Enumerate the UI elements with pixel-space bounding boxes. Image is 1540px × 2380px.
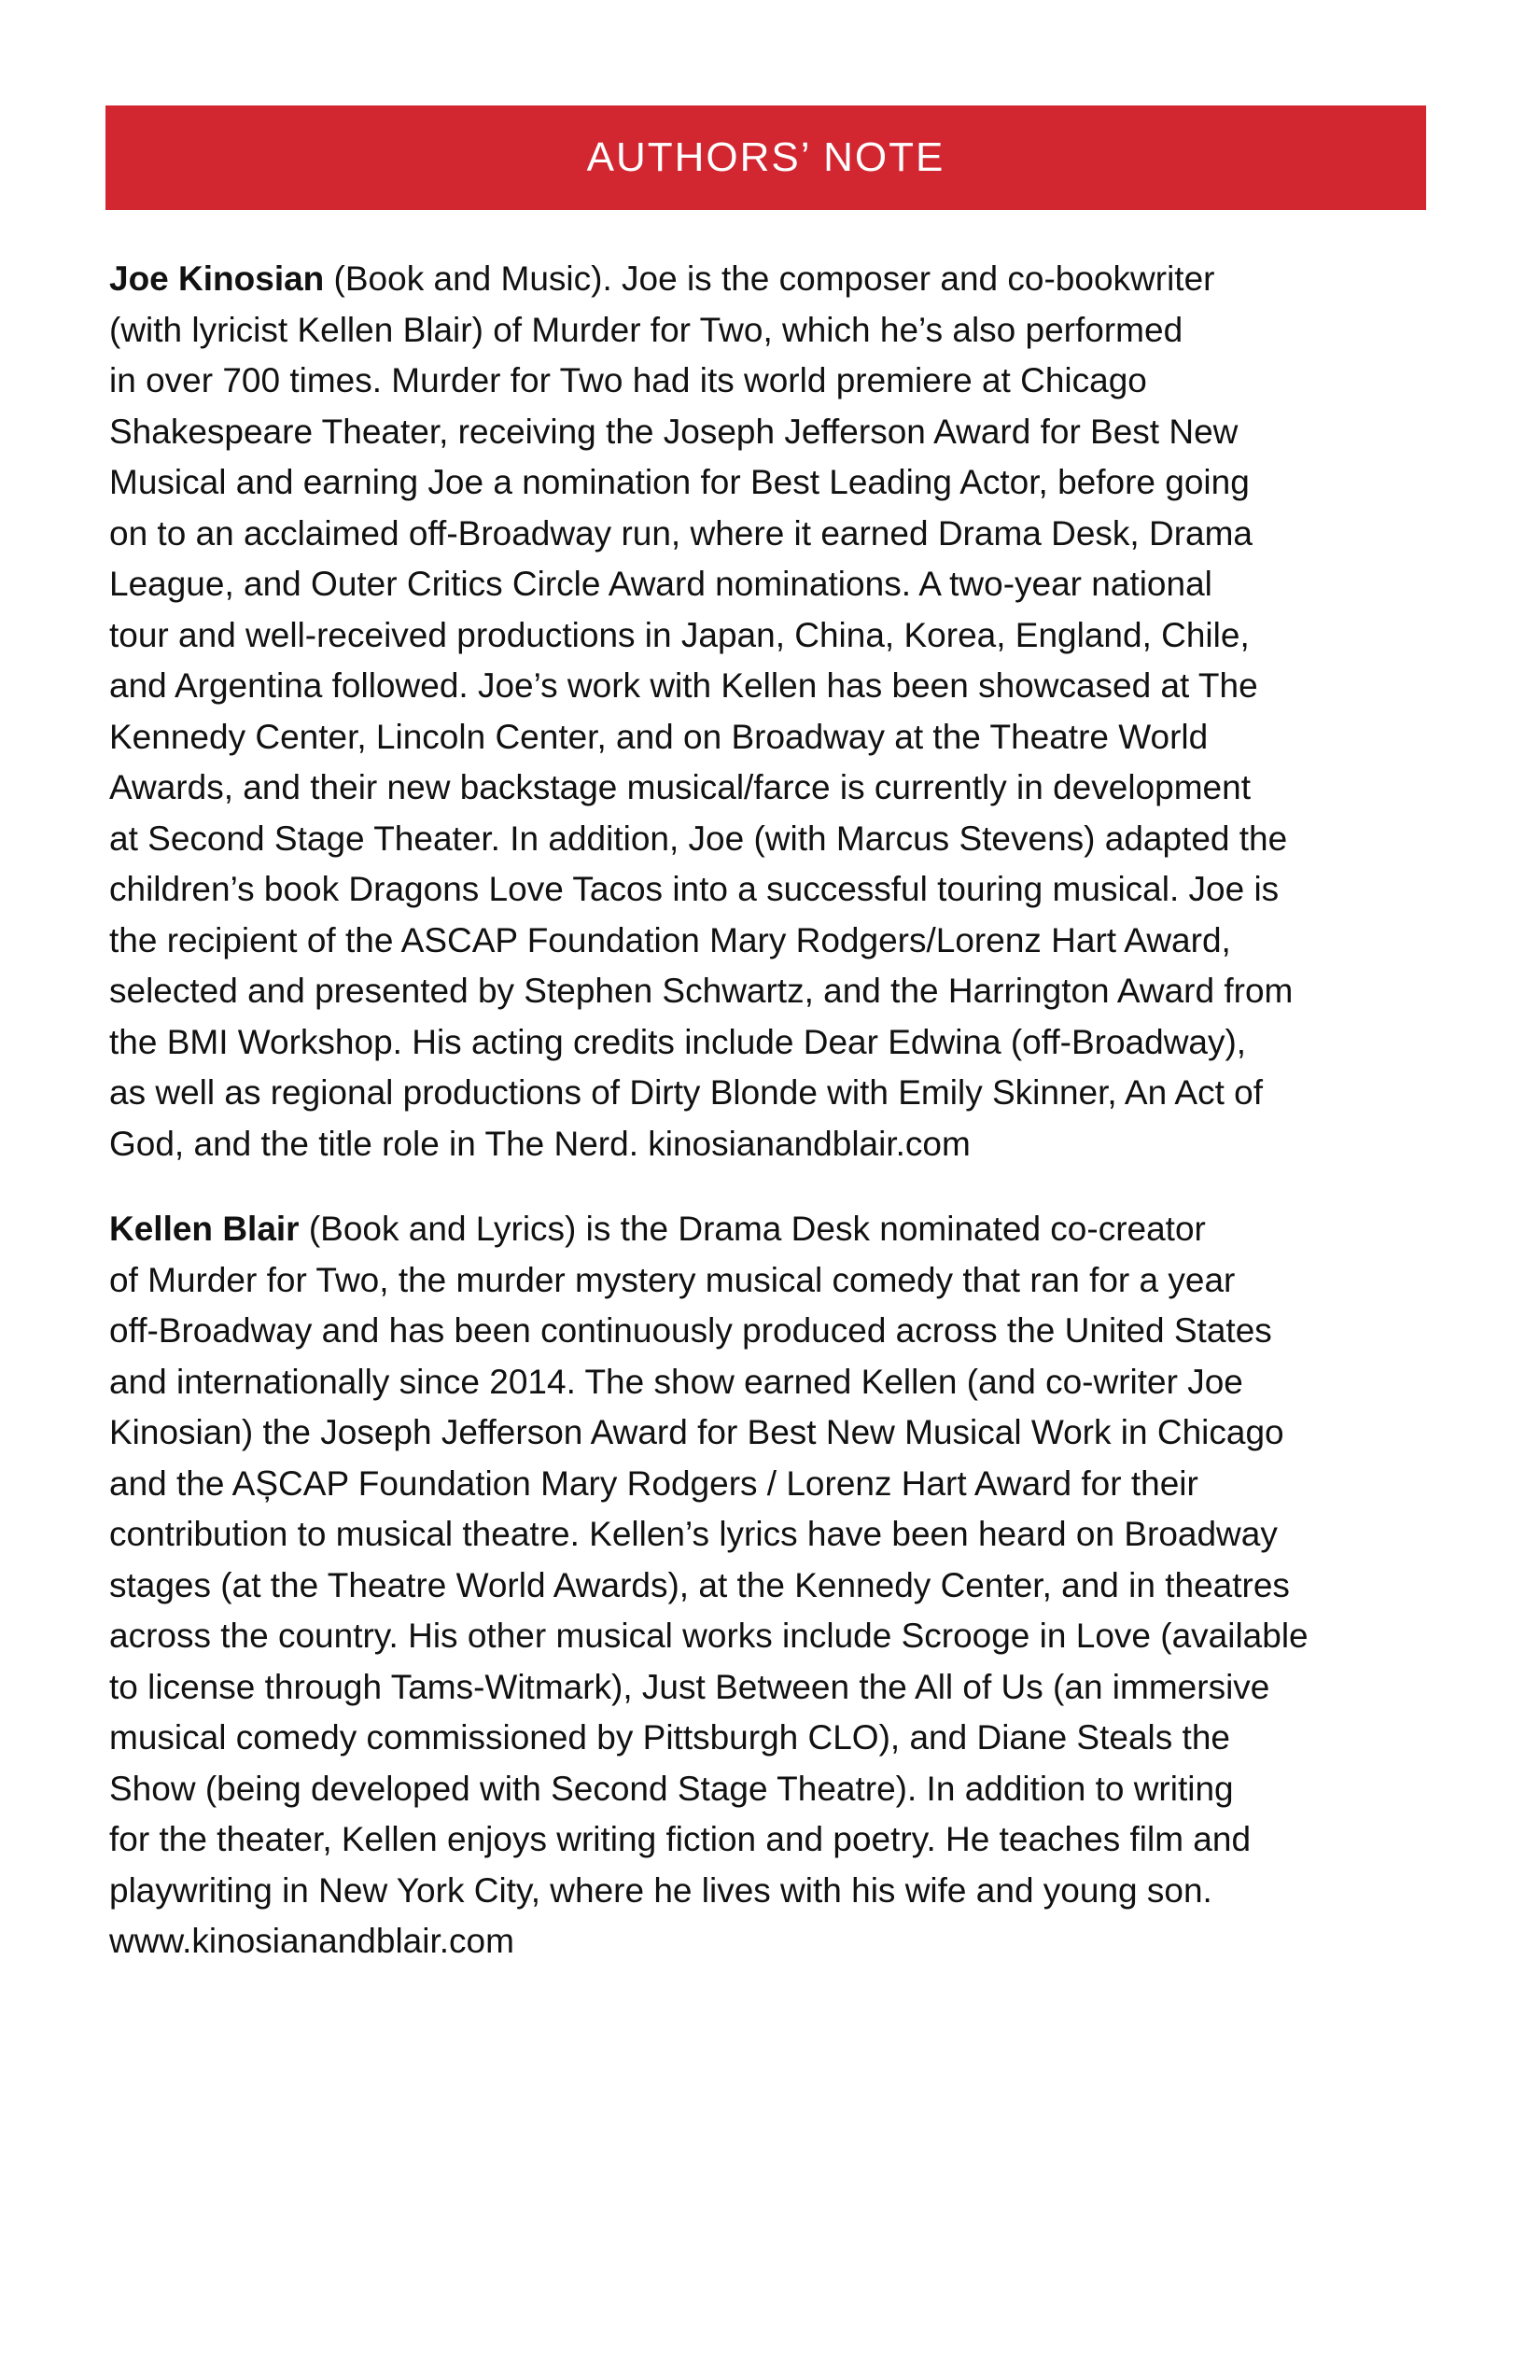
bio-line-text: (Book and Music). Joe is the composer and co-bookwriter (324, 259, 1215, 298)
bio-line: and Argentina followed. Joe’s work with Kellen has been showcased at The (109, 666, 1258, 705)
bio-line: Kinosian) the Joseph Jefferson Award for Best New Musical Work in Chicago (109, 1413, 1284, 1451)
bio-line: Kennedy Center, Lincoln Center, and on Broadway at the Theatre World (109, 717, 1209, 756)
bio-line: Show (being developed with Second Stage Theatre). In addition to writing (109, 1769, 1234, 1808)
bio-line-text: (Book and Lyrics) is the Drama Desk nominated co-creator (299, 1210, 1206, 1248)
bio-line: God, and the title role in The Nerd. kinosianandblair.com (109, 1124, 971, 1163)
bio-line: www.kinosianandblair.com (109, 1922, 514, 1960)
bio-line: for the theater, Kellen enjoys writing fiction and poetry. He teaches film and (109, 1820, 1252, 1858)
bio-line: children’s book Dragons Love Tacos into a successful touring musical. Joe is (109, 870, 1280, 908)
bio-joe-kinosian (109, 254, 1416, 1169)
bio-line: in over 700 times. Murder for Two had its world premiere at Chicago (109, 361, 1147, 399)
bio-name: Kellen Blair (109, 1210, 300, 1248)
bio-line: on to an acclaimed off-Broadway run, where it earned Drama Desk, Drama (109, 513, 1253, 553)
bio-line: of Murder for Two, the murder mystery musical comedy that ran for a year (109, 1260, 1236, 1299)
bio-line: to license through Tams-Witmark), Just Between the All of Us (an immersive (109, 1667, 1270, 1706)
bio-line (109, 254, 1416, 305)
bio-line: tour and well-received productions in Japan, China, Korea, England, Chile, (109, 615, 1250, 654)
bio-line: stages (at the Theatre World Awards), at the Kennedy Center, and in theatres (109, 1565, 1290, 1604)
bio-line: and the AȘCAP Foundation Mary Rodgers / Lorenz Hart Award for their (109, 1463, 1198, 1503)
bio-kellen-blair (109, 1204, 1416, 1967)
bio-line: off-Broadway and has been continuously produced across the United States (109, 1311, 1272, 1350)
bio-line (109, 1204, 1416, 1255)
bio-line: the BMI Workshop. His acting credits include Dear Edwina (off-Broadway), (109, 1022, 1247, 1061)
bio-line: Shakespeare Theater, receiving the Joseph Jefferson Award for Best New (109, 412, 1239, 451)
bio-line: as well as regional productions of Dirty Blonde with Emily Skinner, An Act of (109, 1073, 1263, 1112)
bio-line: contribution to musical theatre. Kellen’s lyrics have been heard on Broadway (109, 1515, 1278, 1553)
bio-line: Musical and earning Joe a nomination for Best Leading Actor, before going (109, 463, 1250, 501)
bio-line: Awards, and their new backstage musical/farce is currently in development (109, 768, 1251, 806)
bio-line: and internationally since 2014. The show earned Kellen (and co-writer Joe (109, 1362, 1243, 1401)
bio-line: selected and presented by Stephen Schwartz, and the Harrington Award from (109, 972, 1294, 1010)
section-title: AUTHORS’ NOTE (586, 134, 945, 180)
bio-name: Joe Kinosian (109, 259, 325, 298)
bio-line: (with lyricist Kellen Blair) of Murder for Two, which he’s also performed (109, 310, 1183, 349)
bio-line: playwriting in New York City, where he lives with his wife and young son. (109, 1870, 1212, 1910)
bio-line: the recipient of the ASCAP Foundation Mary Rodgers/Lorenz Hart Award, (109, 920, 1231, 959)
bio-line: musical comedy commissioned by Pittsburgh CLO), and Diane Steals the (109, 1718, 1230, 1757)
bio-line: across the country. His other musical works include Scrooge in Love (available (109, 1617, 1309, 1655)
bio-line: at Second Stage Theater. In addition, Joe (with Marcus Stevens) adapted the (109, 819, 1288, 858)
section-header-bar (105, 105, 1426, 210)
bio-line: League, and Outer Critics Circle Award nominations. A two-year national (109, 565, 1212, 603)
